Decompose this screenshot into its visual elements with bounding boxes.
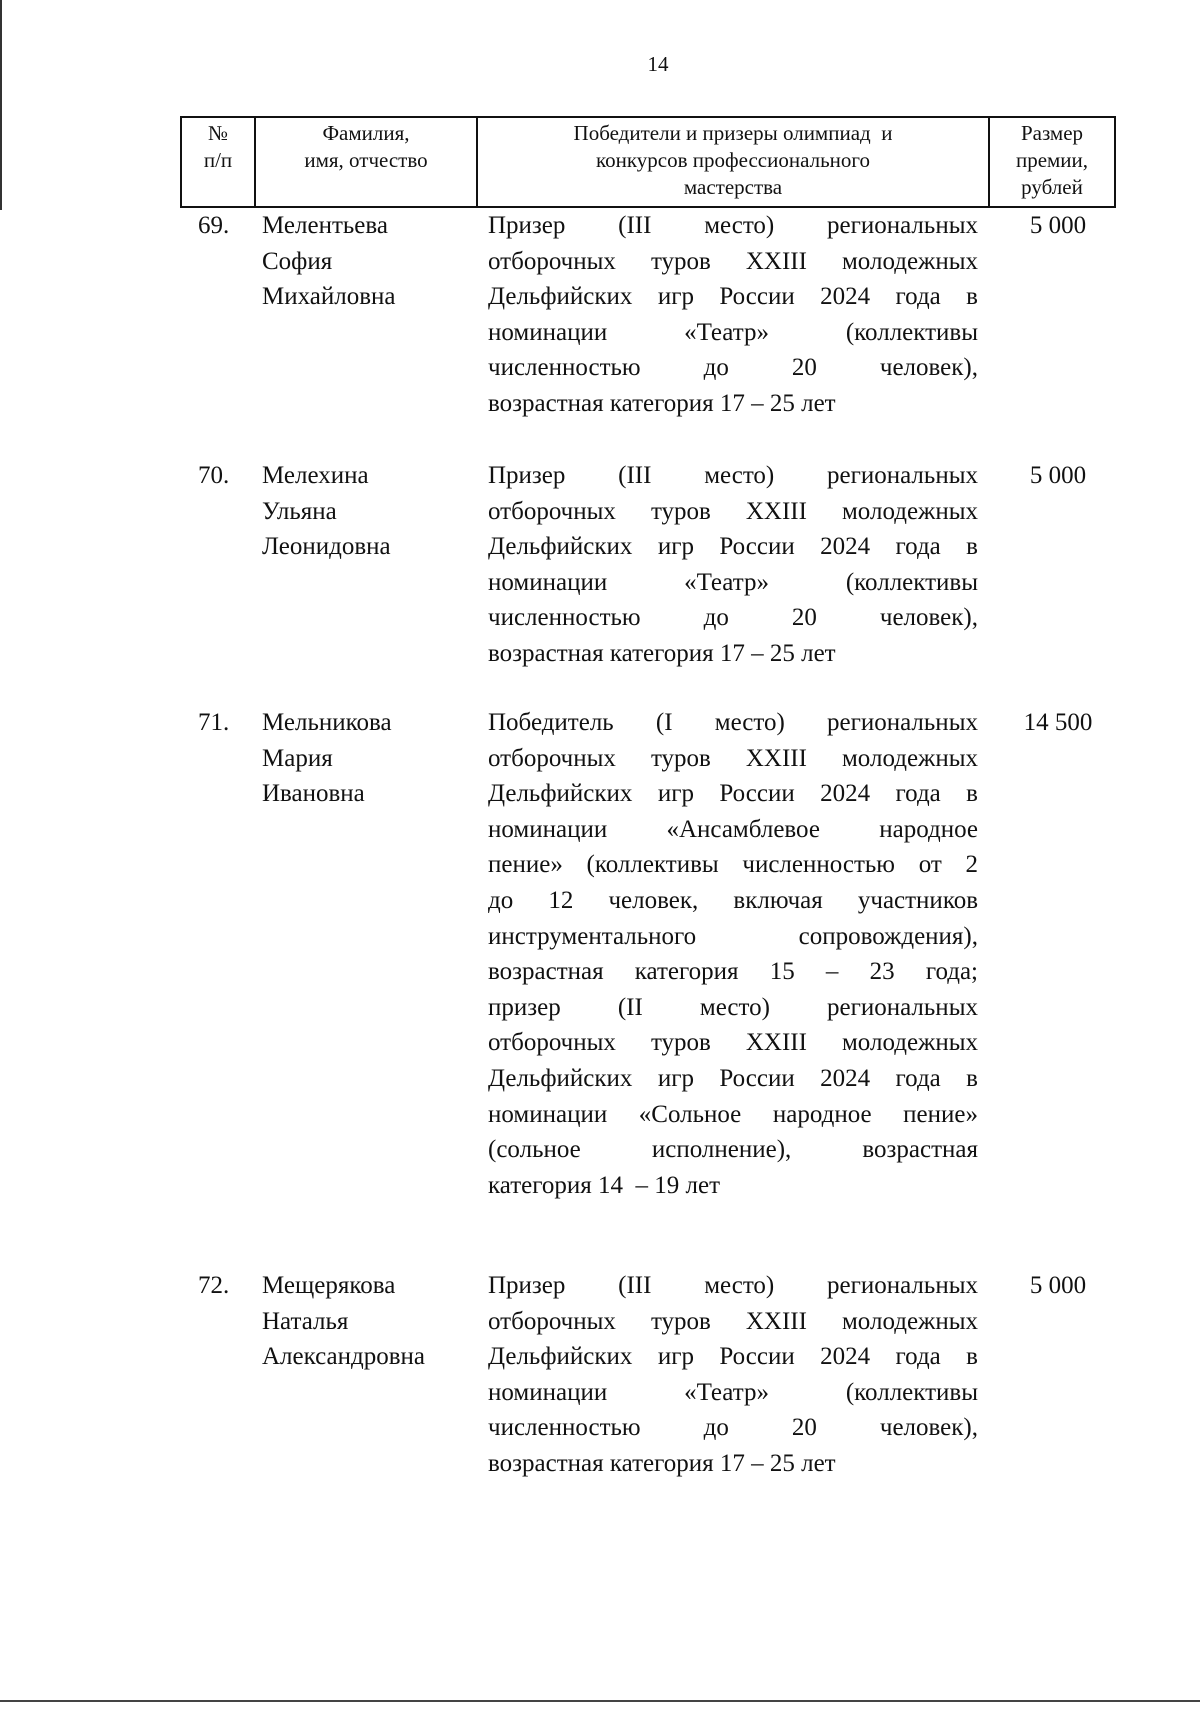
row-name-line: Мелентьева: [262, 212, 388, 239]
row-name-line: Мелехина: [262, 462, 369, 489]
header-name-line: Фамилия,: [322, 121, 410, 145]
row-description-line: Призер (III место) региональных: [488, 462, 978, 489]
row-description-line: номинации «Сольное народное пение»: [488, 1100, 978, 1128]
row-description: [488, 458, 978, 672]
row-description-line: отборочных туров XXIII молодежных: [488, 497, 978, 525]
row-name: [262, 1268, 472, 1375]
row-description-line: возрастная категория 17 – 25 лет: [488, 639, 836, 667]
row-prize: 5 000: [1029, 462, 1087, 489]
row-number: 72.: [198, 1272, 230, 1299]
header-prize: [990, 118, 1114, 206]
row-name-line: Александровна: [262, 1343, 426, 1371]
row-description-line: до 12 человек, включая участников: [488, 886, 978, 914]
row-description-line: инструментального сопровождения),: [488, 922, 978, 950]
row-description-line: отборочных туров XXIII молодежных: [488, 744, 978, 772]
row-description-line: Дельфийских игр России 2024 года в: [488, 1064, 978, 1092]
row-description-line: категория 14 – 19 лет: [488, 1171, 720, 1199]
row-name-line: Михайловна: [262, 283, 396, 311]
header-prize-line: рублей: [1021, 175, 1083, 199]
header-description-line: мастерства: [683, 175, 783, 199]
header-name-line: имя, отчество: [304, 148, 428, 172]
header-number-line: №: [207, 121, 229, 145]
row-description-line: Призер (III место) региональных: [488, 1272, 978, 1299]
table-header: [180, 116, 1116, 208]
row-description-line: номинации «Театр» (коллективы: [488, 568, 978, 596]
row-description-line: номинации «Театр» (коллективы: [488, 1378, 978, 1406]
row-name: [262, 458, 472, 565]
row-name-line: Ивановна: [262, 780, 365, 808]
scan-edge-bottom: [0, 1700, 1200, 1702]
row-description-line: пение» (коллективы численностью от 2: [488, 851, 978, 879]
header-description: [478, 118, 990, 206]
row-description: [488, 705, 978, 1203]
row-number: 69.: [198, 212, 230, 239]
header-prize-line: премии,: [1015, 148, 1089, 172]
row-description-line: возрастная категория 15 – 23 года;: [488, 958, 978, 986]
row-description-line: Дельфийских игр России 2024 года в: [488, 780, 978, 808]
row-description-line: возрастная категория 17 – 25 лет: [488, 389, 836, 417]
row-description-line: Дельфийских игр России 2024 года в: [488, 283, 978, 311]
page-number: 14: [647, 52, 669, 76]
row-description-line: (сольное исполнение), возрастная: [488, 1136, 978, 1164]
row-description-line: возрастная категория 17 – 25 лет: [488, 1449, 836, 1477]
scan-edge-left: [0, 0, 2, 210]
row-name: [262, 705, 472, 812]
header-number-line: п/п: [203, 148, 233, 172]
row-description-line: численностью до 20 человек),: [488, 1414, 978, 1442]
header-description-line: Победители и призеры олимпиад и: [573, 121, 893, 145]
row-name-line: София: [262, 247, 333, 275]
row-description-line: отборочных туров XXIII молодежных: [488, 247, 978, 275]
row-prize: 14 500: [1023, 709, 1093, 736]
row-description-line: призер (II место) региональных: [488, 993, 978, 1021]
row-description-line: отборочных туров XXIII молодежных: [488, 1307, 978, 1335]
row-description-line: численностью до 20 человек),: [488, 354, 978, 382]
row-description: [488, 208, 978, 422]
row-description-line: номинации «Ансамблевое народное: [488, 815, 978, 843]
row-description-line: Победитель (I место) региональных: [488, 709, 978, 736]
row-number: 71.: [198, 709, 230, 736]
row-description: [488, 1268, 978, 1482]
row-description-line: номинации «Театр» (коллективы: [488, 318, 978, 346]
row-prize: 5 000: [1029, 212, 1087, 239]
row-name-line: Леонидовна: [262, 533, 391, 561]
header-number: [182, 118, 256, 206]
row-prize: 5 000: [1029, 1272, 1087, 1299]
row-description-line: численностью до 20 человек),: [488, 604, 978, 632]
header-name: [256, 118, 478, 206]
row-description-line: Призер (III место) региональных: [488, 212, 978, 239]
row-description-line: Дельфийских игр России 2024 года в: [488, 533, 978, 561]
row-number: 70.: [198, 462, 230, 489]
row-name-line: Мельникова: [262, 709, 392, 736]
row-name-line: Мария: [262, 744, 333, 772]
row-description-line: отборочных туров XXIII молодежных: [488, 1029, 978, 1057]
row-name-line: Мещерякова: [262, 1272, 396, 1299]
row-name: [262, 208, 472, 315]
row-description-line: Дельфийских игр России 2024 года в: [488, 1343, 978, 1371]
row-name-line: Ульяна: [262, 497, 337, 525]
row-name-line: Наталья: [262, 1307, 349, 1335]
header-description-line: конкурсов профессионального: [596, 148, 870, 172]
header-prize-line: Размер: [1020, 121, 1084, 145]
